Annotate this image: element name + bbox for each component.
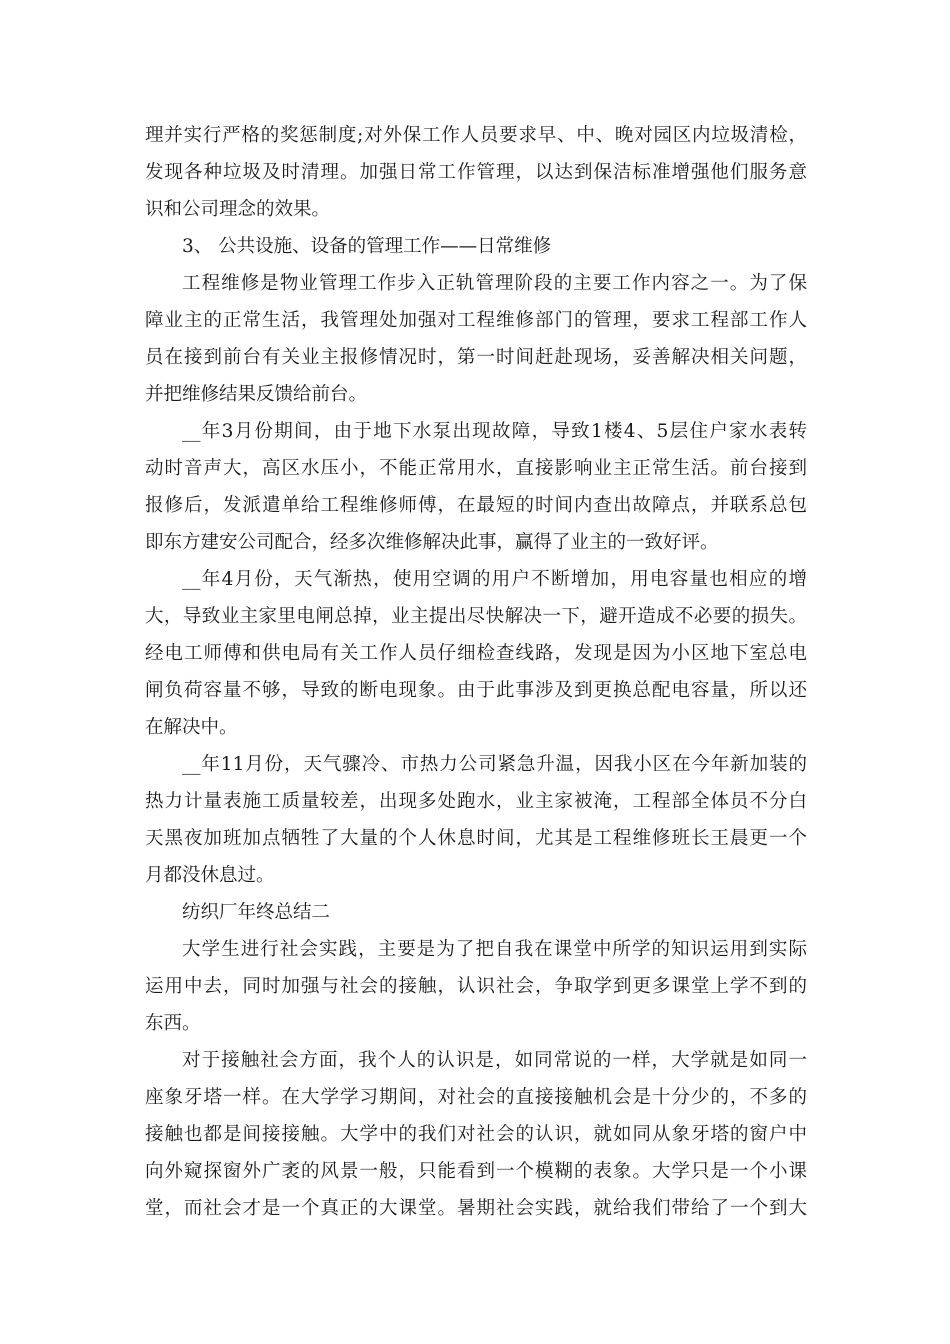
text-line: 识和公司理念的效果。 [145, 199, 331, 220]
text-line: __年4月份，天气渐热，使用空调的用户不断增加，用电容量也相应的增 [182, 569, 807, 590]
text-line: __年3月份期间，由于地下水泵出现故障，导致1楼4、5层住户家水表转 [182, 421, 807, 442]
text-line: __年11月份，天气骤冷、市热力公司紧急升温，因我小区在今年新加装的 [182, 754, 807, 775]
document-body [145, 117, 807, 1227]
text-line: 热力计量表施工质量较差，出现多处跑水，业主家被淹，工程部全体员不分白 [145, 791, 807, 812]
text-line: 接触也都是间接接触。大学中的我们对社会的认识，就如同从象牙塔的窗户中 [145, 1124, 807, 1145]
text-line: 报修后，发派遣单给工程维修师傅，在最短的时间内查出故障点，并联系总包 [145, 495, 807, 516]
text-line: 动时音声大，高区水压小，不能正常用水，直接影响业主正常生活。前台接到 [145, 458, 807, 479]
text-line: 发现各种垃圾及时清理。加强日常工作管理，以达到保洁标准增强他们服务意 [145, 162, 807, 183]
text-line: 月都没休息过。 [145, 865, 275, 886]
text-line: 经电工师傅和供电局有关工作人员仔细检查线路，发现是因为小区地下室总电 [145, 643, 807, 664]
text-line: 堂，而社会才是一个真正的大课堂。暑期社会实践，就给我们带给了一个到大 [145, 1198, 807, 1219]
text-line: 并把维修结果反馈给前台。 [145, 384, 368, 405]
text-line: 3、 公共设施、设备的管理工作——日常维修 [182, 236, 552, 257]
text-line: 在解决中。 [145, 717, 238, 738]
text-line: 向外窥探窗外广袤的风景一般，只能看到一个模糊的表象。大学只是一个小课 [145, 1161, 807, 1182]
text-line: 大学生进行社会实践，主要是为了把自我在课堂中所学的知识运用到实际 [182, 939, 807, 960]
text-line: 员在接到前台有关业主报修情况时，第一时间赶赴现场，妥善解决相关问题， [145, 347, 807, 368]
text-line: 闸负荷容量不够，导致的断电现象。由于此事涉及到更换总配电容量，所以还 [145, 680, 807, 701]
text-line: 座象牙塔一样。在大学学习期间，对社会的直接接触机会是十分少的，不多的 [145, 1087, 807, 1108]
text-line: 障业主的正常生活，我管理处加强对工程维修部门的管理，要求工程部工作人 [145, 310, 807, 331]
text-line: 天黑夜加班加点牺牲了大量的个人休息时间，尤其是工程维修班长王晨更一个 [145, 828, 807, 849]
text-line: 大，导致业主家里电闸总掉，业主提出尽快解决一下，避开造成不必要的损失。 [145, 606, 807, 627]
text-line: 对于接触社会方面，我个人的认识是，如同常说的一样，大学就是如同一 [182, 1050, 807, 1071]
text-line: 东西。 [145, 1013, 201, 1034]
text-line: 工程维修是物业管理工作步入正轨管理阶段的主要工作内容之一。为了保 [182, 273, 807, 294]
text-line: 纺织厂年终总结二 [182, 902, 331, 923]
text-line: 运用中去，同时加强与社会的接触，认识社会，争取学到更多课堂上学不到的 [145, 976, 807, 997]
text-line: 理并实行严格的奖惩制度;对外保工作人员要求早、中、晚对园区内垃圾清检， [145, 125, 807, 146]
text-line: 即东方建安公司配合，经多次维修解决此事，赢得了业主的一致好评。 [145, 532, 719, 553]
